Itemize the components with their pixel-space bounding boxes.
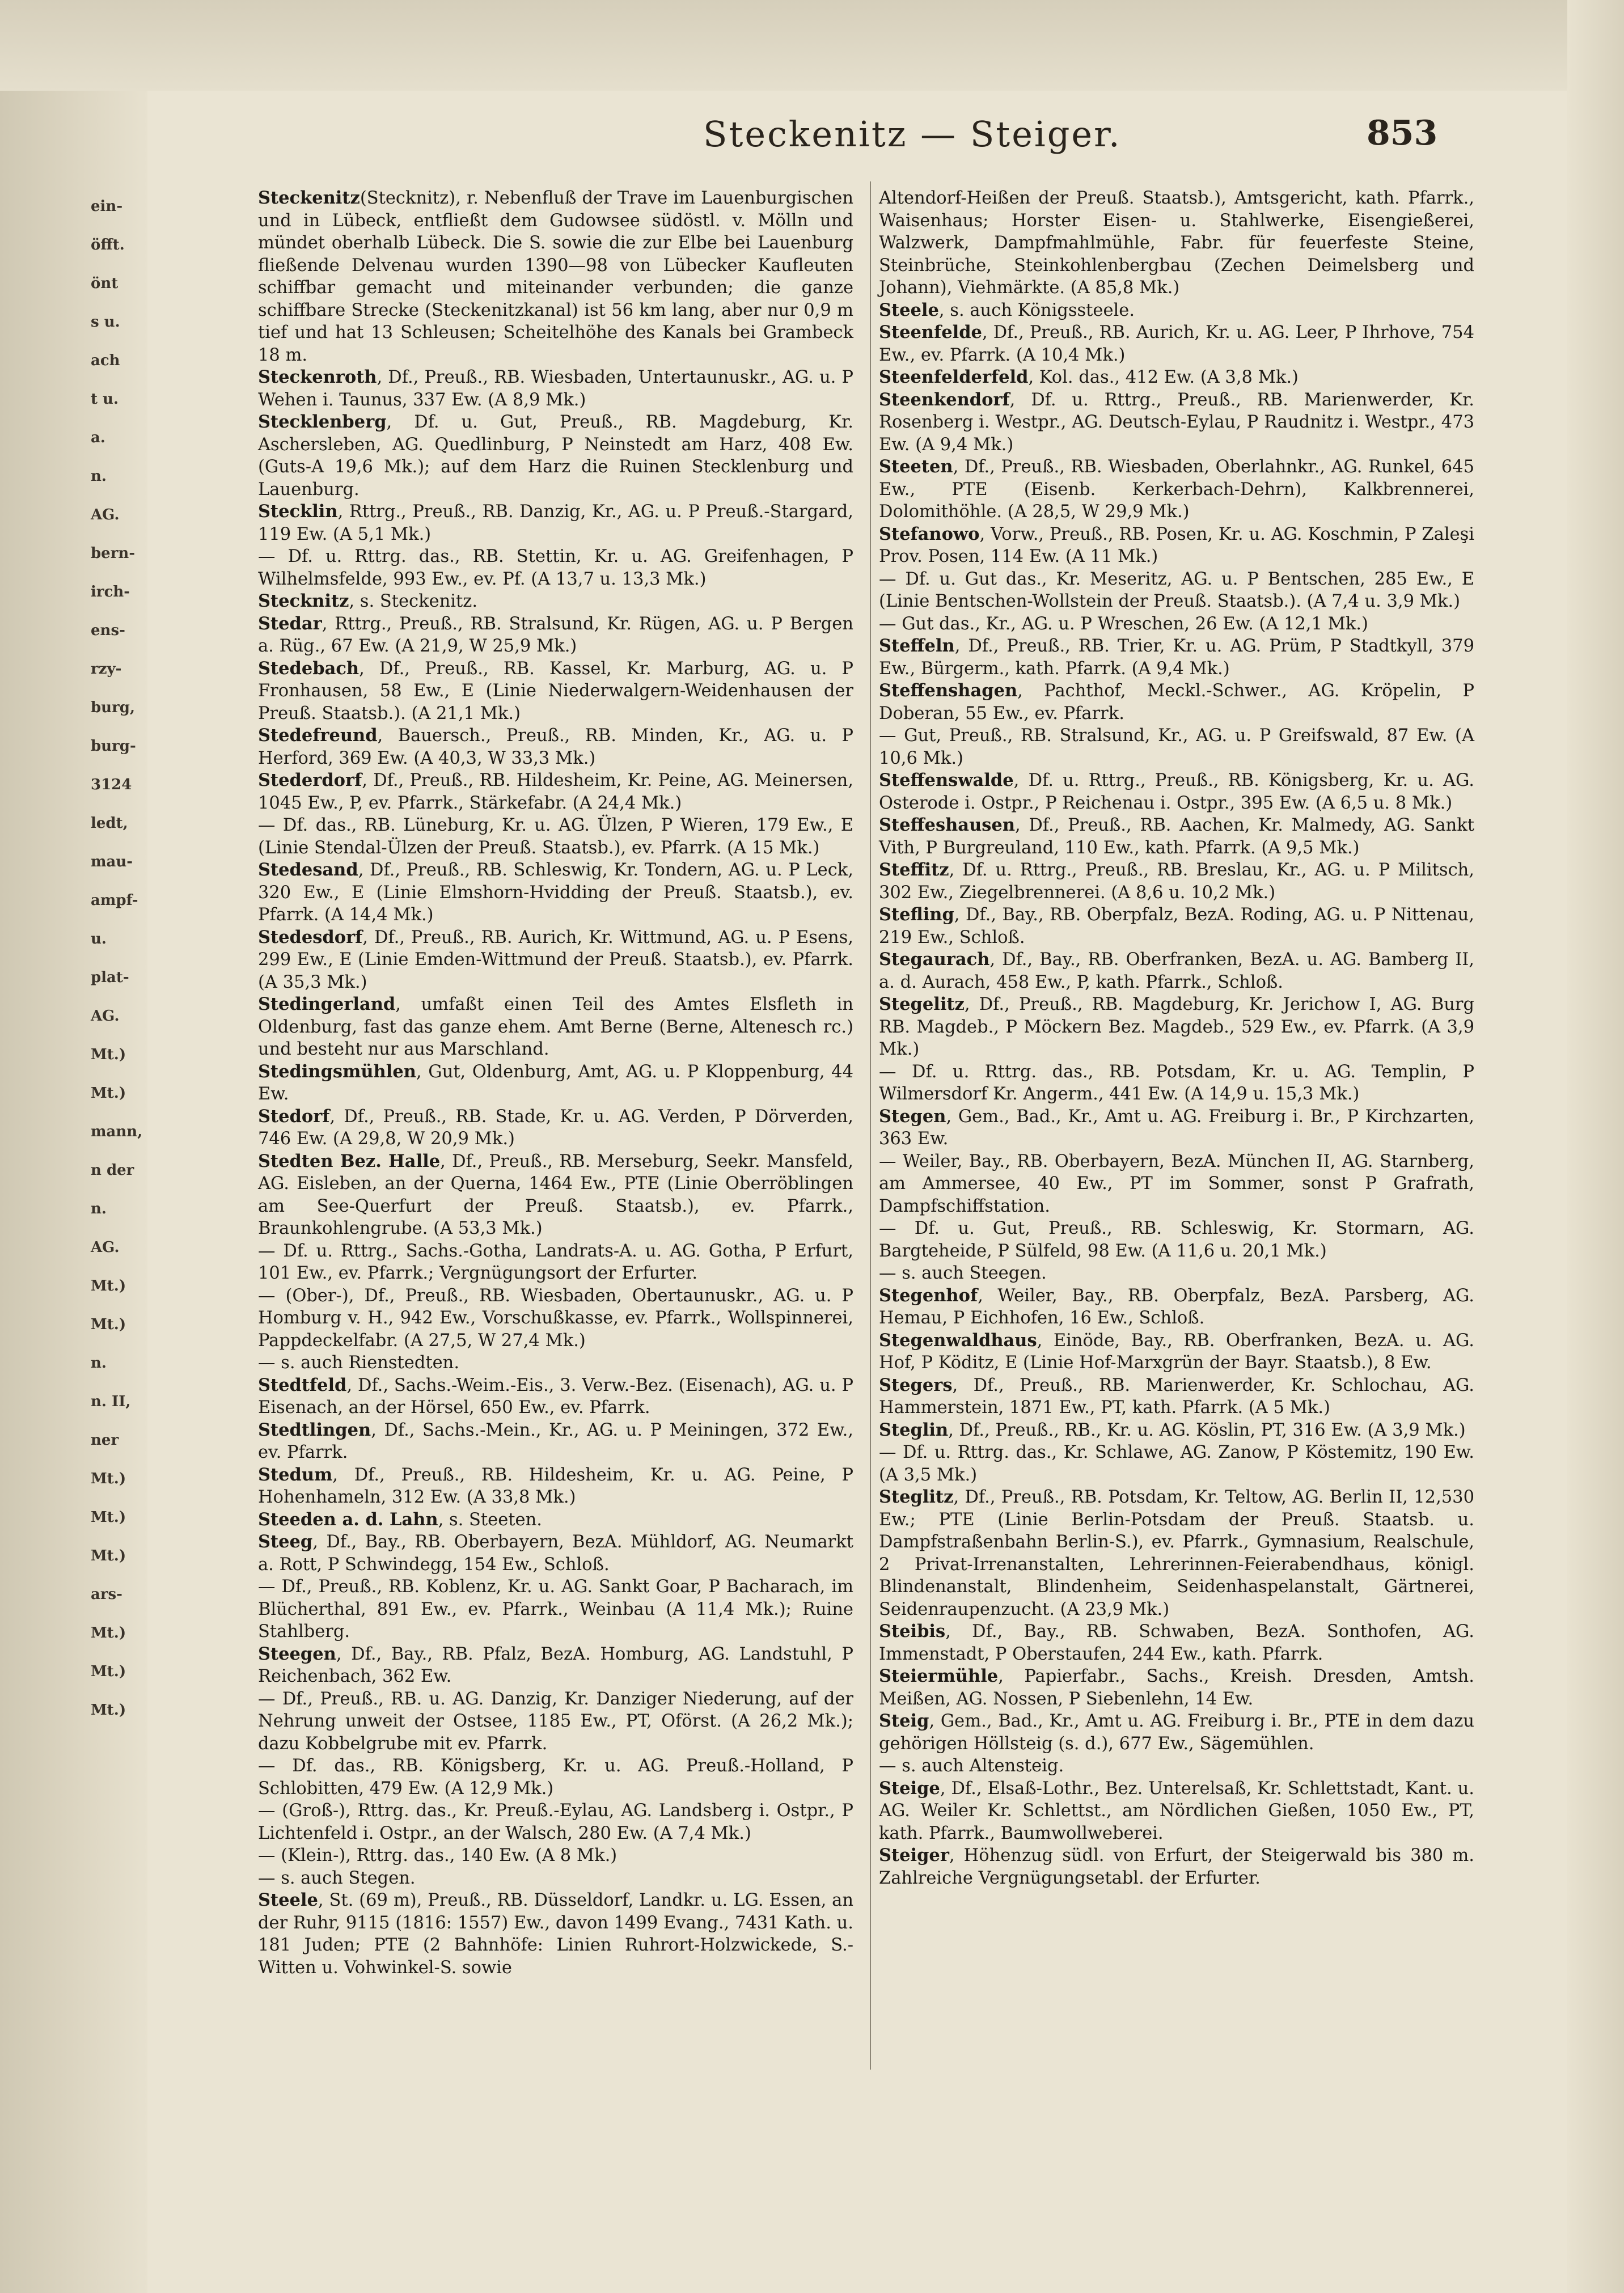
entry-text: , Höhenzug südl. von Erfurt, der Steigerwald bis 380 m. Zahlreiche Vergnügungsetabl. der Erfurter.: [879, 1846, 1474, 1888]
margin-fragment: burg-: [91, 738, 136, 755]
entry-text: , Df., Preuß., RB. Wiesbaden, Oberlahnkr., AG. Runkel, 645 Ew., PTE (Eisenb. Kerkerbach-Dehrn), Kalkbrennerei, Dolomithöhle. (A 28,5, W 29,9 Mk.): [879, 457, 1474, 522]
entry-text: , Df., Bay., RB. Oberfranken, BezA. u. AG. Bamberg II, a. d. Aurach, 458 Ew., P, kath. Pfarrk., Schloß.: [879, 950, 1474, 992]
entry-text: , St. (69 m), Preuß., RB. Düsseldorf, Landkr. u. LG. Essen, an der Ruhr, 9115 (1816: 1557) Ew., davon 1499 Evang., 7431 Kath. u. 181 Juden; PTE (2 Bahnhöfe: Linien Ruhrort-Holzwickede, S.-Witten u. Vohwinkel-S. sowie: [258, 1890, 853, 1978]
entry-text: — Df. u. Rttrg. das., RB. Potsdam, Kr. u. AG. Templin, P Wilmersdorf Kr. Angerm., 441 Ew. (A 14,9 u. 15,3 Mk.): [879, 1061, 1474, 1104]
entry-headword: Steglin: [879, 1419, 949, 1440]
entry-text: , Vorw., Preuß., RB. Posen, Kr. u. AG. Koschmin, P Zaleşi Prov. Posen, 114 Ew. (A 11 Mk.): [879, 524, 1474, 566]
entry-text: — Df. das., RB. Königsberg, Kr. u. AG. Preuß.-Holland, P Schlobitten, 479 Ew. (A 12,9 Mk.): [258, 1756, 853, 1799]
entry-headword: Steeden a. d. Lahn: [258, 1509, 438, 1530]
entry-text: , Df., Bay., RB. Oberbayern, BezA. Mühldorf, AG. Neumarkt a. Rott, P Schwindegg, 154 Ew., Schloß.: [258, 1532, 853, 1575]
entry-text: , Gem., Bad., Kr., Amt u. AG. Freiburg i. Br., P Kirchzarten, 363 Ew.: [879, 1106, 1474, 1149]
margin-fragment: mann,: [91, 1123, 143, 1140]
entry-text: , Df., Preuß., RB. Schleswig, Kr. Tondern, AG. u. P Leck, 320 Ew., E (Linie Elmshorn-Hvidding der Preuß. Staatsb.), ev. Pfarrk. (A 14,4 Mk.): [258, 860, 853, 925]
gazetteer-entry: [879, 456, 1474, 523]
gazetteer-entry: [879, 993, 1474, 1061]
gazetteer-entry: [258, 1576, 853, 1643]
entry-text: — s. auch Rienstedten.: [258, 1353, 460, 1373]
entry-headword: Stefanowo: [879, 523, 980, 544]
entry-text: , Df., Preuß., RB. Aachen, Kr. Malmedy, AG. Sankt Vith, P Burgreuland, 110 Ew., kath. Pfarrk. (A 9,5 Mk.): [879, 815, 1474, 858]
entry-text: , Df. u. Rttrg., Preuß., RB. Marienwerder, Kr. Rosenberg i. Westpr., AG. Deutsch-Eylau, P Raudnitz i. Westpr., 473 Ew. (A 9,4 Mk.): [879, 390, 1474, 455]
margin-fragment: Mt.): [91, 1663, 126, 1680]
entry-text: , Df., Preuß., RB. Marienwerder, Kr. Schlochau, AG. Hammerstein, 1871 Ew., PT, kath. Pfarrk. (A 5 Mk.): [879, 1375, 1474, 1418]
margin-fragment: n.: [91, 468, 107, 485]
entry-text: , Df., Preuß., RB. Stade, Kr. u. AG. Verden, P Dörverden, 746 Ew. (A 29,8, W 20,9 Mk.): [258, 1106, 853, 1149]
entry-text: , Rttrg., Preuß., RB. Stralsund, Kr. Rügen, AG. u. P Bergen a. Rüg., 67 Ew. (A 21,9, W 25,9 Mk.): [258, 614, 853, 656]
margin-fragment: Mt.): [91, 1702, 126, 1719]
entry-headword: Steeg: [258, 1532, 313, 1552]
gazetteer-entry: [258, 1688, 853, 1755]
entry-headword: Stedum: [258, 1464, 333, 1485]
margin-fragment: bern-: [91, 545, 136, 562]
gazetteer-entry: [258, 1755, 853, 1800]
gazetteer-entry: [879, 949, 1474, 993]
entry-text: , Rttrg., Preuß., RB. Danzig, Kr., AG. u. P Preuß.-Stargard, 119 Ew. (A 5,1 Mk.): [258, 502, 853, 544]
gazetteer-entry: [258, 926, 853, 994]
gazetteer-entry: [258, 1844, 853, 1867]
entry-headword: Steffeshausen: [879, 815, 1015, 835]
entry-text: , Df., Sachs.-Weim.-Eis., 3. Verw.-Bez. (Eisenach), AG. u. P Eisenach, an der Hörsel, 650 Ew., ev. Pfarrk.: [258, 1375, 853, 1418]
entry-text: , Gem., Bad., Kr., Amt u. AG. Freiburg i. Br., PTE in dem dazu gehörigen Höllsteig (s. d.), 677 Ew., Sägemühlen.: [879, 1711, 1474, 1754]
margin-fragment: irch-: [91, 583, 130, 600]
entry-text: , Df., Sachs.-Mein., Kr., AG. u. P Meiningen, 372 Ew., ev. Pfarrk.: [258, 1420, 853, 1462]
gazetteer-entry: [879, 859, 1474, 904]
previous-page-margin-fragments: [91, 187, 143, 1888]
gazetteer-entry: [879, 389, 1474, 456]
entry-headword: Stegers: [879, 1374, 953, 1395]
entry-text: — (Klein-), Rttrg. das., 140 Ew. (A 8 Mk.): [258, 1846, 618, 1865]
entry-text: , Df., Bay., RB. Pfalz, BezA. Homburg, AG. Landstuhl, P Reichenbach, 362 Ew.: [258, 1644, 853, 1686]
gazetteer-entry: [258, 1374, 853, 1419]
gazetteer-entry: [258, 1889, 853, 1979]
entry-text: — Df. das., RB. Lüneburg, Kr. u. AG. Ülzen, P Wieren, 179 Ew., E (Linie Stendal-Ülzen der Preuß. Staatsb.), ev. Pfarrk. (A 15 Mk.): [258, 815, 853, 858]
margin-fragment: ner: [91, 1432, 119, 1449]
entry-headword: Steenfelderfeld: [879, 367, 1029, 387]
entry-headword: Stedingsmühlen: [258, 1061, 416, 1082]
entry-text: — Df. u. Rttrg., Sachs.-Gotha, Landrats-A. u. AG. Gotha, P Erfurt, 101 Ew., ev. Pfarrk.; Vergnügungsort der Erfurter.: [258, 1241, 853, 1283]
margin-fragment: ach: [91, 352, 120, 369]
entry-headword: Stegen: [879, 1106, 946, 1127]
entry-headword: Stedesdorf: [258, 926, 363, 947]
entry-text: (Stecknitz), r. Nebenfluß der Trave im Lauenburgischen und in Lübeck, entfließt dem Gudowsee südöstl. v. Mölln und mündet oberhalb Lübeck. Die S. sowie die zur Elbe bei Lauenburg fließende Delvenau wurden 1390—98 von Lübecker Kaufleuten schiffbar gemacht und miteinander verbunden; die ganze schiffbare Strecke (Steckenitzkanal) ist 56 km lang, aber nur 0,9 m tief und hat 13 Schleusen; Scheitelhöhe des Kanals bei Grambeck 18 m.: [258, 188, 853, 365]
entry-text: , Df., Preuß., RB. Merseburg, Seekr. Mansfeld, AG. Eisleben, an der Querna, 1464 Ew., PTE (Linie Oberröblingen am See-Querfurt der Preuß. Staatsb.), ev. Pfarrk., Braunkohlengrube. (A 53,3 Mk.): [258, 1151, 853, 1238]
entry-headword: Stecklenberg: [258, 412, 387, 432]
gazetteer-entry: [258, 545, 853, 590]
gazetteer-entry: [258, 1061, 853, 1106]
entry-headword: Steckenroth: [258, 367, 377, 387]
gazetteer-entry: [258, 1419, 853, 1464]
entry-headword: Steegen: [258, 1643, 336, 1664]
entry-text: — Df. u. Gut, Preuß., RB. Schleswig, Kr. Stormarn, AG. Bargteheide, P Sülfeld, 98 Ew. (A 11,6 u. 20,1 Mk.): [879, 1219, 1474, 1261]
entry-text: , umfaßt einen Teil des Amtes Elsfleth in Oldenburg, fast das ganze ehem. Amt Berne (Berne, Altenesch rc.) und besteht nur aus Marschland.: [258, 995, 853, 1059]
margin-fragment: n. II,: [91, 1393, 131, 1410]
margin-fragment: AG.: [91, 1008, 120, 1025]
entry-headword: Steffeln: [879, 636, 955, 656]
entry-text: Altendorf-Heißen der Preuß. Staatsb.), Amtsgericht, kath. Pfarrk., Waisenhaus; Horster Eisen- u. Stahlwerke, Eisengießerei, Walzwerk, Dampfmahlmühle, Fabr. für feuerfeste Steine, Steinbrüche, Steinkohlenbergbau (Zechen Deimelsberg und Johann), Viehmärkte. (A 85,8 Mk.): [879, 188, 1474, 298]
gazetteer-entry: [258, 725, 853, 769]
gazetteer-entry: [258, 1800, 853, 1844]
entry-text: — Df., Preuß., RB. u. AG. Danzig, Kr. Danziger Niederung, auf der Nehrung unweit der Ostsee, 1185 Ew., PT, Oförst. (A 26,2 Mk.); dazu Kobbelgrube mit ev. Pfarrk.: [258, 1689, 853, 1754]
entry-text: , Df. u. Rttrg., Preuß., RB. Königsberg, Kr. u. AG. Osterode i. Ostpr., P Reichenau i. Ostpr., 395 Ew. (A 6,5 u. 8 Mk.): [879, 771, 1474, 813]
gazetteer-entry: [258, 1285, 853, 1352]
entry-headword: Stedar: [258, 613, 322, 634]
entry-text: , Pachthof, Meckl.-Schwer., AG. Kröpelin, P Doberan, 55 Ew., ev. Pfarrk.: [879, 681, 1474, 724]
gazetteer-entry: [258, 187, 853, 366]
gazetteer-entry: [879, 366, 1474, 389]
entry-text: — s. auch Altensteig.: [879, 1756, 1064, 1776]
margin-fragment: ampf-: [91, 892, 138, 909]
gazetteer-entry: [879, 635, 1474, 680]
entry-headword: Steckenitz: [258, 188, 360, 208]
gazetteer-entry: [258, 1531, 853, 1576]
margin-fragment: u.: [91, 930, 107, 947]
entry-text: , Df., Bay., RB. Schwaben, BezA. Sonthofen, AG. Immenstadt, P Oberstaufen, 244 Ew., kath. Pfarrk.: [879, 1622, 1474, 1664]
gazetteer-entry: [879, 568, 1474, 613]
margin-fragment: a.: [91, 429, 105, 446]
margin-fragment: Mt.): [91, 1046, 126, 1063]
scan-shadow-right: [1567, 0, 1624, 2293]
entry-headword: Steiermühle: [879, 1666, 999, 1686]
entry-headword: Steibis: [879, 1621, 946, 1642]
gazetteer-entry: [879, 1374, 1474, 1419]
gazetteer-entry: [879, 814, 1474, 859]
gazetteer-entry: [258, 814, 853, 859]
margin-fragment: mau-: [91, 853, 133, 870]
gazetteer-entry: [879, 1217, 1474, 1262]
entry-headword: Stegenwaldhaus: [879, 1330, 1037, 1351]
margin-fragment: Mt.): [91, 1316, 126, 1333]
gazetteer-entry: [879, 1061, 1474, 1106]
entry-text: , Df., Preuß., RB. Hildesheim, Kr. u. AG. Peine, P Hohenhameln, 312 Ew. (A 33,8 Mk.): [258, 1465, 853, 1507]
entry-headword: Stedtlingen: [258, 1419, 371, 1440]
gazetteer-entry: [879, 680, 1474, 725]
margin-fragment: n der: [91, 1162, 134, 1179]
entry-text: , Df., Preuß., RB. Hildesheim, Kr. Peine, AG. Meinersen, 1045 Ew., P, ev. Pfarrk., Stärkefabr. (A 24,4 Mk.): [258, 771, 853, 813]
entry-headword: Steenfelde: [879, 322, 982, 342]
entry-headword: Stecklin: [258, 501, 338, 522]
gazetteer-entry: [879, 1621, 1474, 1665]
entry-headword: Steige: [879, 1778, 940, 1799]
entry-headword: Stegenhof: [879, 1285, 978, 1306]
gazetteer-entry: [879, 1778, 1474, 1845]
gazetteer-entry: [879, 613, 1474, 636]
entry-text: , Df., Preuß., RB. Aurich, Kr. u. AG. Leer, P Ihrhove, 754 Ew., ev. Pfarrk. (A 10,4 Mk.): [879, 323, 1474, 365]
entry-text: — (Groß-), Rttrg. das., Kr. Preuß.-Eylau, AG. Landsberg i. Ostpr., P Lichtenfeld i. Ostpr., an der Walsch, 280 Ew. (A 7,4 Mk.): [258, 1801, 853, 1843]
entry-text: , Df. u. Rttrg., Preuß., RB. Breslau, Kr., AG. u. P Militsch, 302 Ew., Ziegelbrennerei. (A 8,6 u. 10,2 Mk.): [879, 860, 1474, 903]
gazetteer-entry: [879, 904, 1474, 949]
entry-headword: Steffitz: [879, 860, 949, 880]
gazetteer-entry: [258, 613, 853, 658]
gazetteer-entry: [879, 523, 1474, 568]
gazetteer-entry: [879, 1441, 1474, 1486]
running-head-title: Steckenitz — Steiger.: [703, 113, 1122, 155]
margin-fragment: Mt.): [91, 1547, 126, 1564]
gazetteer-entry: [879, 1755, 1474, 1778]
gazetteer-entry: [258, 1352, 853, 1374]
entry-headword: Steffenswalde: [879, 770, 1014, 790]
entry-headword: Stefling: [879, 904, 954, 925]
gazetteer-entry: [258, 1464, 853, 1509]
gazetteer-entry: [258, 411, 853, 501]
gazetteer-entry: [879, 1285, 1474, 1330]
margin-fragment: n.: [91, 1355, 107, 1372]
margin-fragment: Mt.): [91, 1470, 126, 1487]
gazetteer-entry: [879, 1710, 1474, 1755]
entry-text: — Df., Preuß., RB. Koblenz, Kr. u. AG. Sankt Goar, P Bacharach, im Blücherthal, 891 Ew., ev. Pfarrk., Weinbau (A 11,4 Mk.); Ruine Stahlberg.: [258, 1577, 853, 1642]
gazetteer-entry: [879, 1419, 1474, 1442]
margin-fragment: t u.: [91, 391, 119, 408]
gazetteer-entry: [258, 1509, 853, 1532]
entry-headword: Stegelitz: [879, 994, 965, 1014]
entry-headword: Steeten: [879, 456, 953, 477]
gazetteer-entry: [258, 366, 853, 411]
gazetteer-entry: [879, 1330, 1474, 1374]
margin-fragment: ein-: [91, 198, 123, 215]
entry-headword: Stedingerland: [258, 994, 396, 1014]
entry-text: , Df., Preuß., RB. Trier, Kr. u. AG. Prüm, P Stadtkyll, 379 Ew., Bürgerm., kath. Pfarrk. (A 9,4 Mk.): [879, 636, 1474, 679]
gazetteer-entry: [879, 1150, 1474, 1218]
gazetteer-entry: [879, 1844, 1474, 1889]
entry-text: , Df., Preuß., RB. Aurich, Kr. Wittmund, AG. u. P Esens, 299 Ew., E (Linie Emden-Wittmund der Preuß. Staatsb.), ev. Pfarrk. (A 35,3 Mk.): [258, 927, 853, 992]
margin-fragment: Mt.): [91, 1277, 126, 1294]
entry-headword: Stedtfeld: [258, 1374, 347, 1395]
entry-text: , Df., Bay., RB. Oberpfalz, BezA. Roding, AG. u. P Nittenau, 219 Ew., Schloß.: [879, 905, 1474, 947]
entry-text: — Gut, Preuß., RB. Stralsund, Kr., AG. u. P Greifswald, 87 Ew. (A 10,6 Mk.): [879, 726, 1474, 768]
entry-text: , Df., Preuß., RB. Magdeburg, Kr. Jerichow I, AG. Burg RB. Magdeb., P Möckern Bez. Magdeb., 529 Ew., ev. Pfarrk. (A 3,9 Mk.): [879, 995, 1474, 1059]
entry-text: — Weiler, Bay., RB. Oberbayern, BezA. München II, AG. Starnberg, am Ammersee, 40 Ew., PT im Sommer, sonst P Grafrath, Dampfschiffstation.: [879, 1151, 1474, 1216]
entry-text: , Bauersch., Preuß., RB. Minden, Kr., AG. u. P Herford, 369 Ew. (A 40,3, W 33,3 Mk.): [258, 726, 853, 768]
entry-headword: Steig: [879, 1711, 929, 1731]
margin-fragment: plat-: [91, 969, 129, 986]
entry-headword: Stegaurach: [879, 949, 990, 970]
margin-fragment: ars-: [91, 1586, 122, 1603]
margin-fragment: rzy-: [91, 661, 122, 678]
entry-text: — Gut das., Kr., AG. u. P Wreschen, 26 Ew. (A 12,1 Mk.): [879, 614, 1368, 634]
gazetteer-entry: [258, 501, 853, 545]
gazetteer-entry: [879, 769, 1474, 814]
entry-headword: Stedesand: [258, 860, 358, 880]
entry-text: — s. auch Stegen.: [258, 1868, 416, 1888]
entry-headword: Stedorf: [258, 1106, 330, 1127]
gazetteer-entry: [879, 1665, 1474, 1710]
margin-fragment: burg,: [91, 699, 136, 716]
entry-headword: Stederdorf: [258, 770, 362, 790]
entry-text: , Df. u. Gut, Preuß., RB. Magdeburg, Kr. Aschersleben, AG. Quedlinburg, P Neinstedt am Harz, 408 Ew. (Guts-A 19,6 Mk.); auf dem Harz die Ruinen Stecklenburg und Lauenburg.: [258, 412, 853, 500]
margin-fragment: ens-: [91, 622, 125, 639]
entry-headword: Steffenshagen: [879, 680, 1018, 701]
gazetteer-entry: [879, 1486, 1474, 1621]
entry-text: , s. Steeten.: [438, 1509, 542, 1530]
margin-fragment: AG.: [91, 506, 120, 523]
gazetteer-entry: [879, 1262, 1474, 1285]
entry-text: — Df. u. Rttrg. das., Kr. Schlawe, AG. Zanow, P Köstemitz, 190 Ew. (A 3,5 Mk.): [879, 1442, 1474, 1485]
margin-fragment: önt: [91, 275, 119, 292]
entry-text: , Df., Preuß., RB. Wiesbaden, Untertaunuskr., AG. u. P Wehen i. Taunus, 337 Ew. (A 8,9 Mk.): [258, 367, 853, 410]
entry-text: — Df. u. Gut das., Kr. Meseritz, AG. u. P Bentschen, 285 Ew., E (Linie Bentschen-Wollstein der Preuß. Staatsb.). (A 7,4 u. 3,9 Mk.): [879, 569, 1474, 611]
entry-text: , s. auch Königssteele.: [938, 300, 1135, 320]
margin-fragment: AG.: [91, 1239, 120, 1256]
margin-fragment: Mt.): [91, 1509, 126, 1526]
entry-headword: Steglitz: [879, 1487, 954, 1507]
entry-headword: Steele: [879, 299, 939, 320]
gazetteer-entry: [879, 1106, 1474, 1150]
scan-shadow-top: [0, 0, 1624, 91]
entry-text: , Df., Elsaß-Lothr., Bez. Unterelsaß, Kr. Schlettstadt, Kant. u. AG. Weiler Kr. Schlettst., am Nördlichen Gießen, 1050 Ew., PT, kath. Pfarrk., Baumwollweberei.: [879, 1778, 1474, 1843]
gazetteer-entry: [258, 658, 853, 725]
gazetteer-entry: [879, 321, 1474, 366]
gazetteer-entry: [258, 590, 853, 613]
margin-fragment: n.: [91, 1200, 107, 1217]
entry-text: , Df., Preuß., RB. Potsdam, Kr. Teltow, AG. Berlin II, 12,530 Ew.; PTE (Linie Berlin-Potsdam der Preuß. Staatsb. u. Dampfstraßenbahn Berlin-S.), ev. Pfarrk., Gymnasium, Realschule, 2 Privat-Irrenanstalten, Lehrerinnen-Feierabendhaus, königl. Blindenanstalt, Blindenheim, Seidenhaspelanstalt, Gärtnerei, Seidenraupenzucht. (A 23,9 Mk.): [879, 1487, 1474, 1619]
gazetteer-entry: [258, 1240, 853, 1285]
margin-fragment: Mt.): [91, 1624, 126, 1642]
entry-headword: Steele: [258, 1890, 318, 1910]
margin-fragment: Mt.): [91, 1085, 126, 1102]
gazetteer-entry: [258, 1150, 853, 1240]
entry-text: — (Ober-), Df., Preuß., RB. Wiesbaden, Obertaunuskr., AG. u. P Homburg v. H., 942 Ew., Vorschußkasse, ev. Pfarrk., Wollspinnerei, Pappdeckelfabr. (A 27,5, W 27,4 Mk.): [258, 1285, 853, 1351]
entry-text: , Einöde, Bay., RB. Oberfranken, BezA. u. AG. Hof, P Köditz, E (Linie Hof-Marxgrün der Bayr. Staatsb.), 8 Ew.: [879, 1330, 1474, 1373]
entry-headword: Stedten Bez. Halle: [258, 1150, 441, 1171]
entry-text: , s. Steckenitz.: [349, 591, 478, 611]
entry-text: , Gut, Oldenburg, Amt, AG. u. P Kloppenburg, 44 Ew.: [258, 1061, 853, 1104]
gazetteer-entry: [258, 1106, 853, 1150]
gazetteer-entry: [258, 1867, 853, 1890]
entry-text: — Df. u. Rttrg. das., RB. Stettin, Kr. u. AG. Greifenhagen, P Wilhelmsfelde, 993 Ew., ev. Pf. (A 13,7 u. 13,3 Mk.): [258, 547, 853, 589]
gazetteer-entry: [879, 299, 1474, 322]
entry-headword: Stedefreund: [258, 725, 378, 746]
entry-headword: Steenkendorf: [879, 389, 1010, 410]
gazetteer-entry: [258, 769, 853, 814]
left-column: [258, 187, 853, 2081]
gazetteer-entry: [258, 993, 853, 1061]
entry-headword: Steiger: [879, 1845, 949, 1865]
margin-fragment: 3124: [91, 776, 132, 793]
gazetteer-entry: [258, 859, 853, 926]
gazetteer-entry: [879, 187, 1474, 299]
gazetteer-entry: [258, 1643, 853, 1688]
entry-headword: Stedebach: [258, 658, 360, 679]
column-divider: [870, 181, 871, 2070]
margin-fragment: ledt,: [91, 815, 128, 832]
entry-text: , Weiler, Bay., RB. Oberpfalz, BezA. Parsberg, AG. Hemau, P Eichhofen, 16 Ew., Schloß.: [879, 1285, 1474, 1328]
gazetteer-entry: [879, 725, 1474, 769]
entry-text: , Df., Preuß., RB. Kassel, Kr. Marburg, AG. u. P Fronhausen, 58 Ew., E (Linie Niederwalgern-Weidenhausen der Preuß. Staatsb.). (A 21,1 Mk.): [258, 658, 853, 724]
entry-text: — s. auch Steegen.: [879, 1263, 1047, 1283]
entry-text: , Papierfabr., Sachs., Kreish. Dresden, Amtsh. Meißen, AG. Nossen, P Siebenlehn, 14 Ew.: [879, 1666, 1474, 1709]
entry-text: , Df., Preuß., RB., Kr. u. AG. Köslin, PT, 316 Ew. (A 3,9 Mk.): [948, 1420, 1466, 1440]
entry-headword: Stecknitz: [258, 591, 349, 611]
margin-fragment: öfft.: [91, 236, 125, 253]
right-column: [879, 187, 1474, 2081]
entry-text: , Kol. das., 412 Ew. (A 3,8 Mk.): [1028, 367, 1299, 387]
margin-fragment: s u.: [91, 314, 120, 331]
page-number: 853: [1367, 113, 1438, 153]
